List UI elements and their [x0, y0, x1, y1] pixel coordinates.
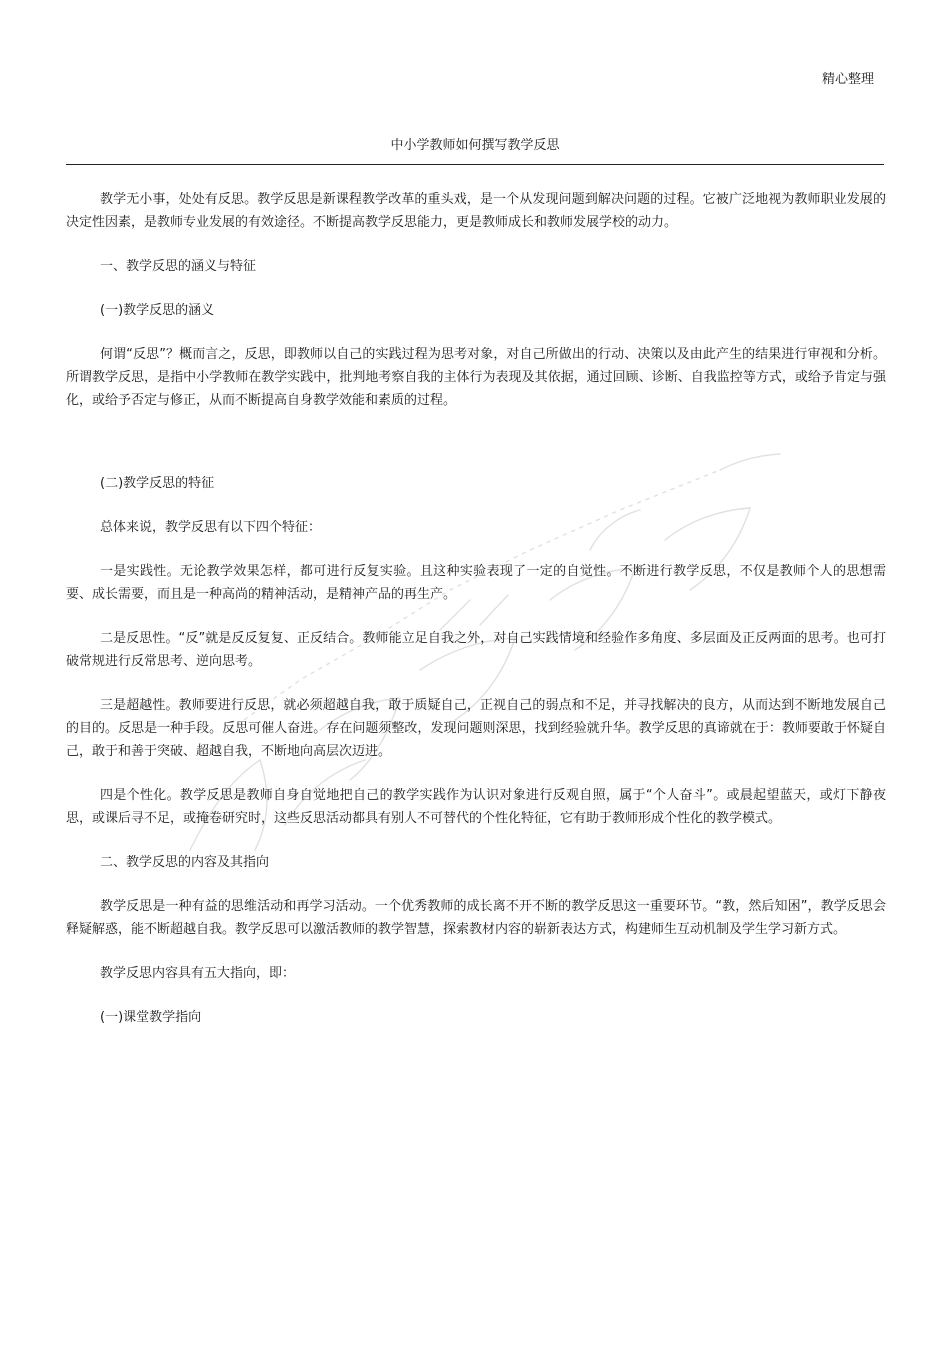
paragraph-definition: 何谓“反思”？概而言之，反思，即教师以自己的实践过程为思考对象，对自己所做出的行动、决策以及由此产生的结果进行审视和分析。所谓教学反思，是指中小学教师在教学实践中，批判地考察自我的主体行为表现及其依据，通过回顾、诊断、自我监控等方式，或给予肯定与强化，或给予否定与修正，从而不断提高自身教学效能和素质的过程。	[66, 347, 886, 408]
title-divider	[66, 164, 884, 165]
document-body	[66, 188, 886, 1050]
paragraph-feature-practice: 一是实践性。无论教学效果怎样，都可进行反复实验。且这种实验表现了一定的自觉性。不断进行教学反思，不仅是教师个人的思想需要、成长需要，而且是一种高尚的精神活动，是精神产品的再生产。	[66, 564, 886, 602]
header-note: 精心整理	[821, 72, 874, 87]
paragraph-intro: 教学无小事，处处有反思。教学反思是新课程教学改革的重头戏，是一个从发现问题到解决问题的过程。它被广泛地视为教师职业发展的决定性因素，是教师专业发展的有效途径。不断提高教学反思能力，更是教师成长和教师发展学校的动力。	[66, 192, 886, 230]
paragraph-feature-reflection: 二是反思性。“反”就是反反复复、正反结合。教师能立足自我之外，对自己实践情境和经验作多角度、多层面及正反两面的思考。也可打破常规进行反常思考、逆向思考。	[66, 631, 886, 669]
subsection-heading-1-2: (二)教学反思的特征	[100, 476, 215, 491]
paragraph-overview: 总体来说，教学反思有以下四个特征：	[100, 520, 322, 535]
paragraph-feature-transcendence: 三是超越性。教师要进行反思，就必须超越自我，敢于质疑自己，正视自己的弱点和不足，并寻找解决的良方，从而达到不断地发展自己的目的。反思是一种手段。反思可催人奋进。存在问题须整改，发现问题则深思，找到经验就升华。教学反思的真谛就在于：教师要敢于怀疑自己，敢于和善于突破、超越自我，不断地向高层次迈进。	[66, 698, 886, 759]
spacer	[66, 433, 886, 472]
document-title: 中小学教师如何撰写教学反思	[390, 138, 560, 153]
paragraph-directions: 教学反思内容具有五大指向，即：	[100, 966, 296, 981]
subsection-heading-1-1: (一)教学反思的涵义	[100, 303, 215, 318]
paragraph-content: 教学反思是一种有益的思维活动和再学习活动。一个优秀教师的成长离不开不断的教学反思这一重要环节。“教，然后知困”，教学反思会释疑解惑，能不断超越自我。教学反思可以激活教师的教学智慧，探索教材内容的崭新表达方式，构建师生互动机制及学生学习新方式。	[66, 899, 886, 937]
section-heading-1: 一、教学反思的涵义与特征	[100, 259, 257, 274]
subsection-heading-2-1: (一)课堂教学指向	[100, 1010, 202, 1025]
section-heading-2: 二、教学反思的内容及其指向	[100, 855, 270, 870]
paragraph-feature-individuality: 四是个性化。教学反思是教师自身自觉地把自己的教学实践作为认识对象进行反观自照，属于“个人奋斗”。或晨起望蓝天，或灯下静夜思，或课后寻不足，或掩卷研究时，这些反思活动都具有别人不可替代的个性化特征，它有助于教师形成个性化的教学模式。	[66, 788, 886, 826]
